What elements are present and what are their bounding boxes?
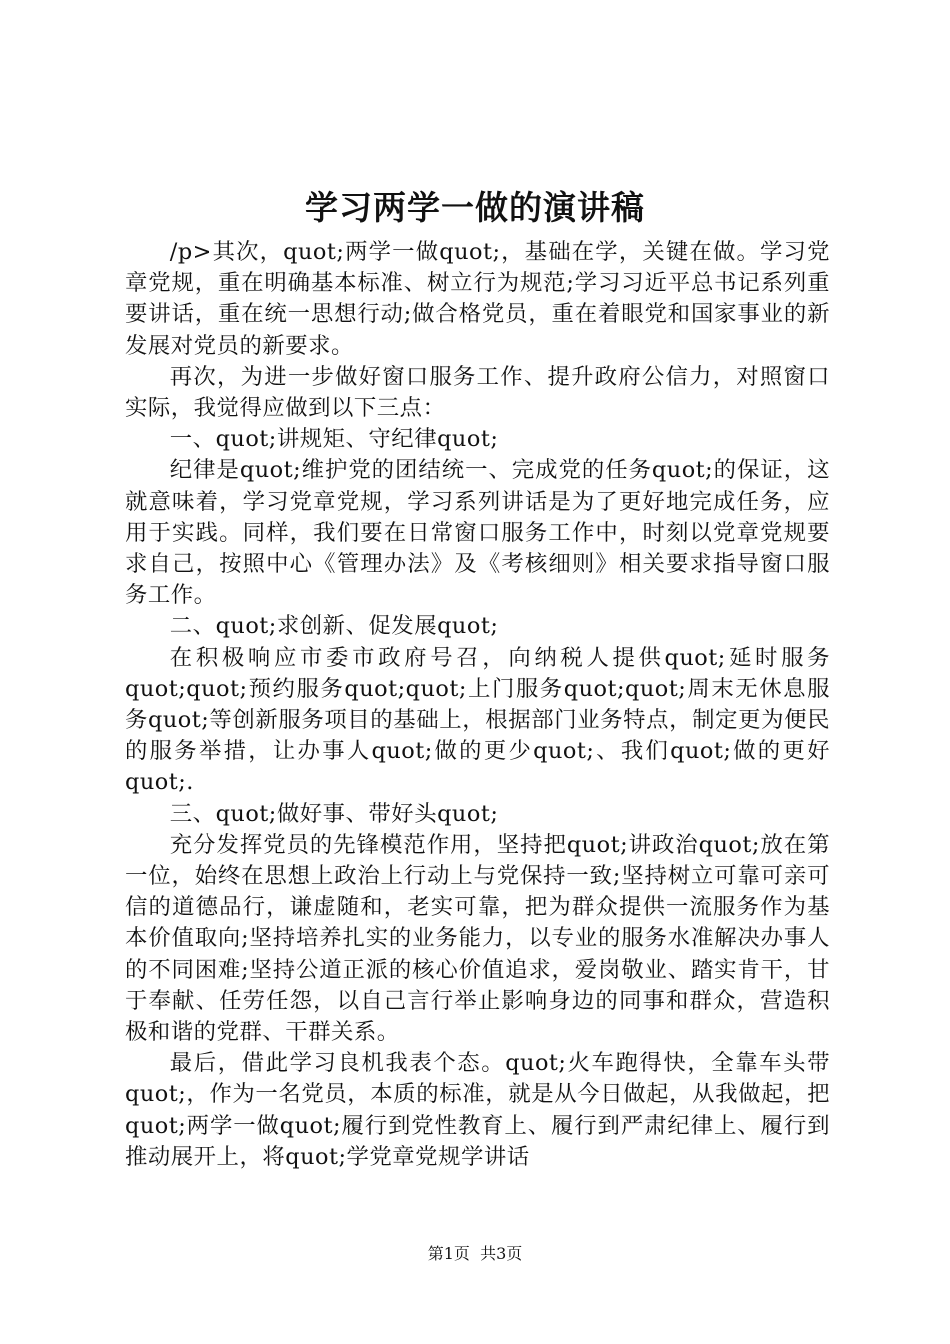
document-body xyxy=(125,237,830,1173)
paragraph: 在积极响应市委市政府号召，向纳税人提供quot;延时服务quot;quot;预约服务quot;quot;上门服务quot;quot;周末无休息服务quot;等创新服务项目的基础上，根据部门业务特点，制定更为便民的服务举措，让办事人quot;做的更少quot;、我们quot;做的更好quot;. xyxy=(125,644,830,796)
section-heading: 一、quot;讲规矩、守纪律quot; xyxy=(169,426,499,453)
section-heading: 二、quot;求创新、促发展quot; xyxy=(169,613,499,640)
page-number: 第1页 xyxy=(427,1244,470,1263)
page-footer xyxy=(0,1242,950,1266)
section-heading: 三、quot;做好事、带好头quot; xyxy=(169,800,499,827)
document-title: 学习两学一做的演讲稿 xyxy=(305,188,645,227)
paragraph: 纪律是quot;维护党的团结统一、完成党的任务quot;的保证，这就意味着，学习党章党规，学习系列讲话是为了更好地完成任务，应用于实践。同样，我们要在日常窗口服务工作中，时刻以党章党规要求自己，按照中心《管理办法》及《考核细则》相关要求指导窗口服务工作。 xyxy=(125,457,830,609)
paragraph: 充分发挥党员的先锋模范作用，坚持把quot;讲政治quot;放在第一位，始终在思想上政治上行动上与党保持一致;坚持树立可靠可亲可信的道德品行，谦虚随和，老实可靠，把为群众提供一流服务作为基本价值取向;坚持培养扎实的业务能力，以专业的服务水准解决办事人的不同困难;坚持公道正派的核心价值追求，爱岗敬业、踏实肯干，甘于奉献、任劳任怨，以自己言行举止影响身边的同事和群众，营造积极和谐的党群、干群关系。 xyxy=(125,831,830,1046)
paragraph: 再次，为进一步做好窗口服务工作、提升政府公信力，对照窗口实际，我觉得应做到以下三点： xyxy=(125,363,830,422)
page-total: 共3页 xyxy=(480,1244,523,1263)
paragraph: 最后，借此学习良机我表个态。quot;火车跑得快，全靠车头带quot;，作为一名党员，本质的标准，就是从今日做起，从我做起，把quot;两学一做quot;履行到党性教育上、履行到严肃纪律上、履行到推动展开上，将quot;学党章党规学讲话 xyxy=(125,1050,830,1170)
paragraph: /p>其次，quot;两学一做quot;，基础在学，关键在做。学习党章党规，重在明确基本标准、树立行为规范;学习习近平总书记系列重要讲话，重在统一思想行动;做合格党员，重在着眼党和国家事业的新发展对党员的新要求。 xyxy=(125,239,830,359)
